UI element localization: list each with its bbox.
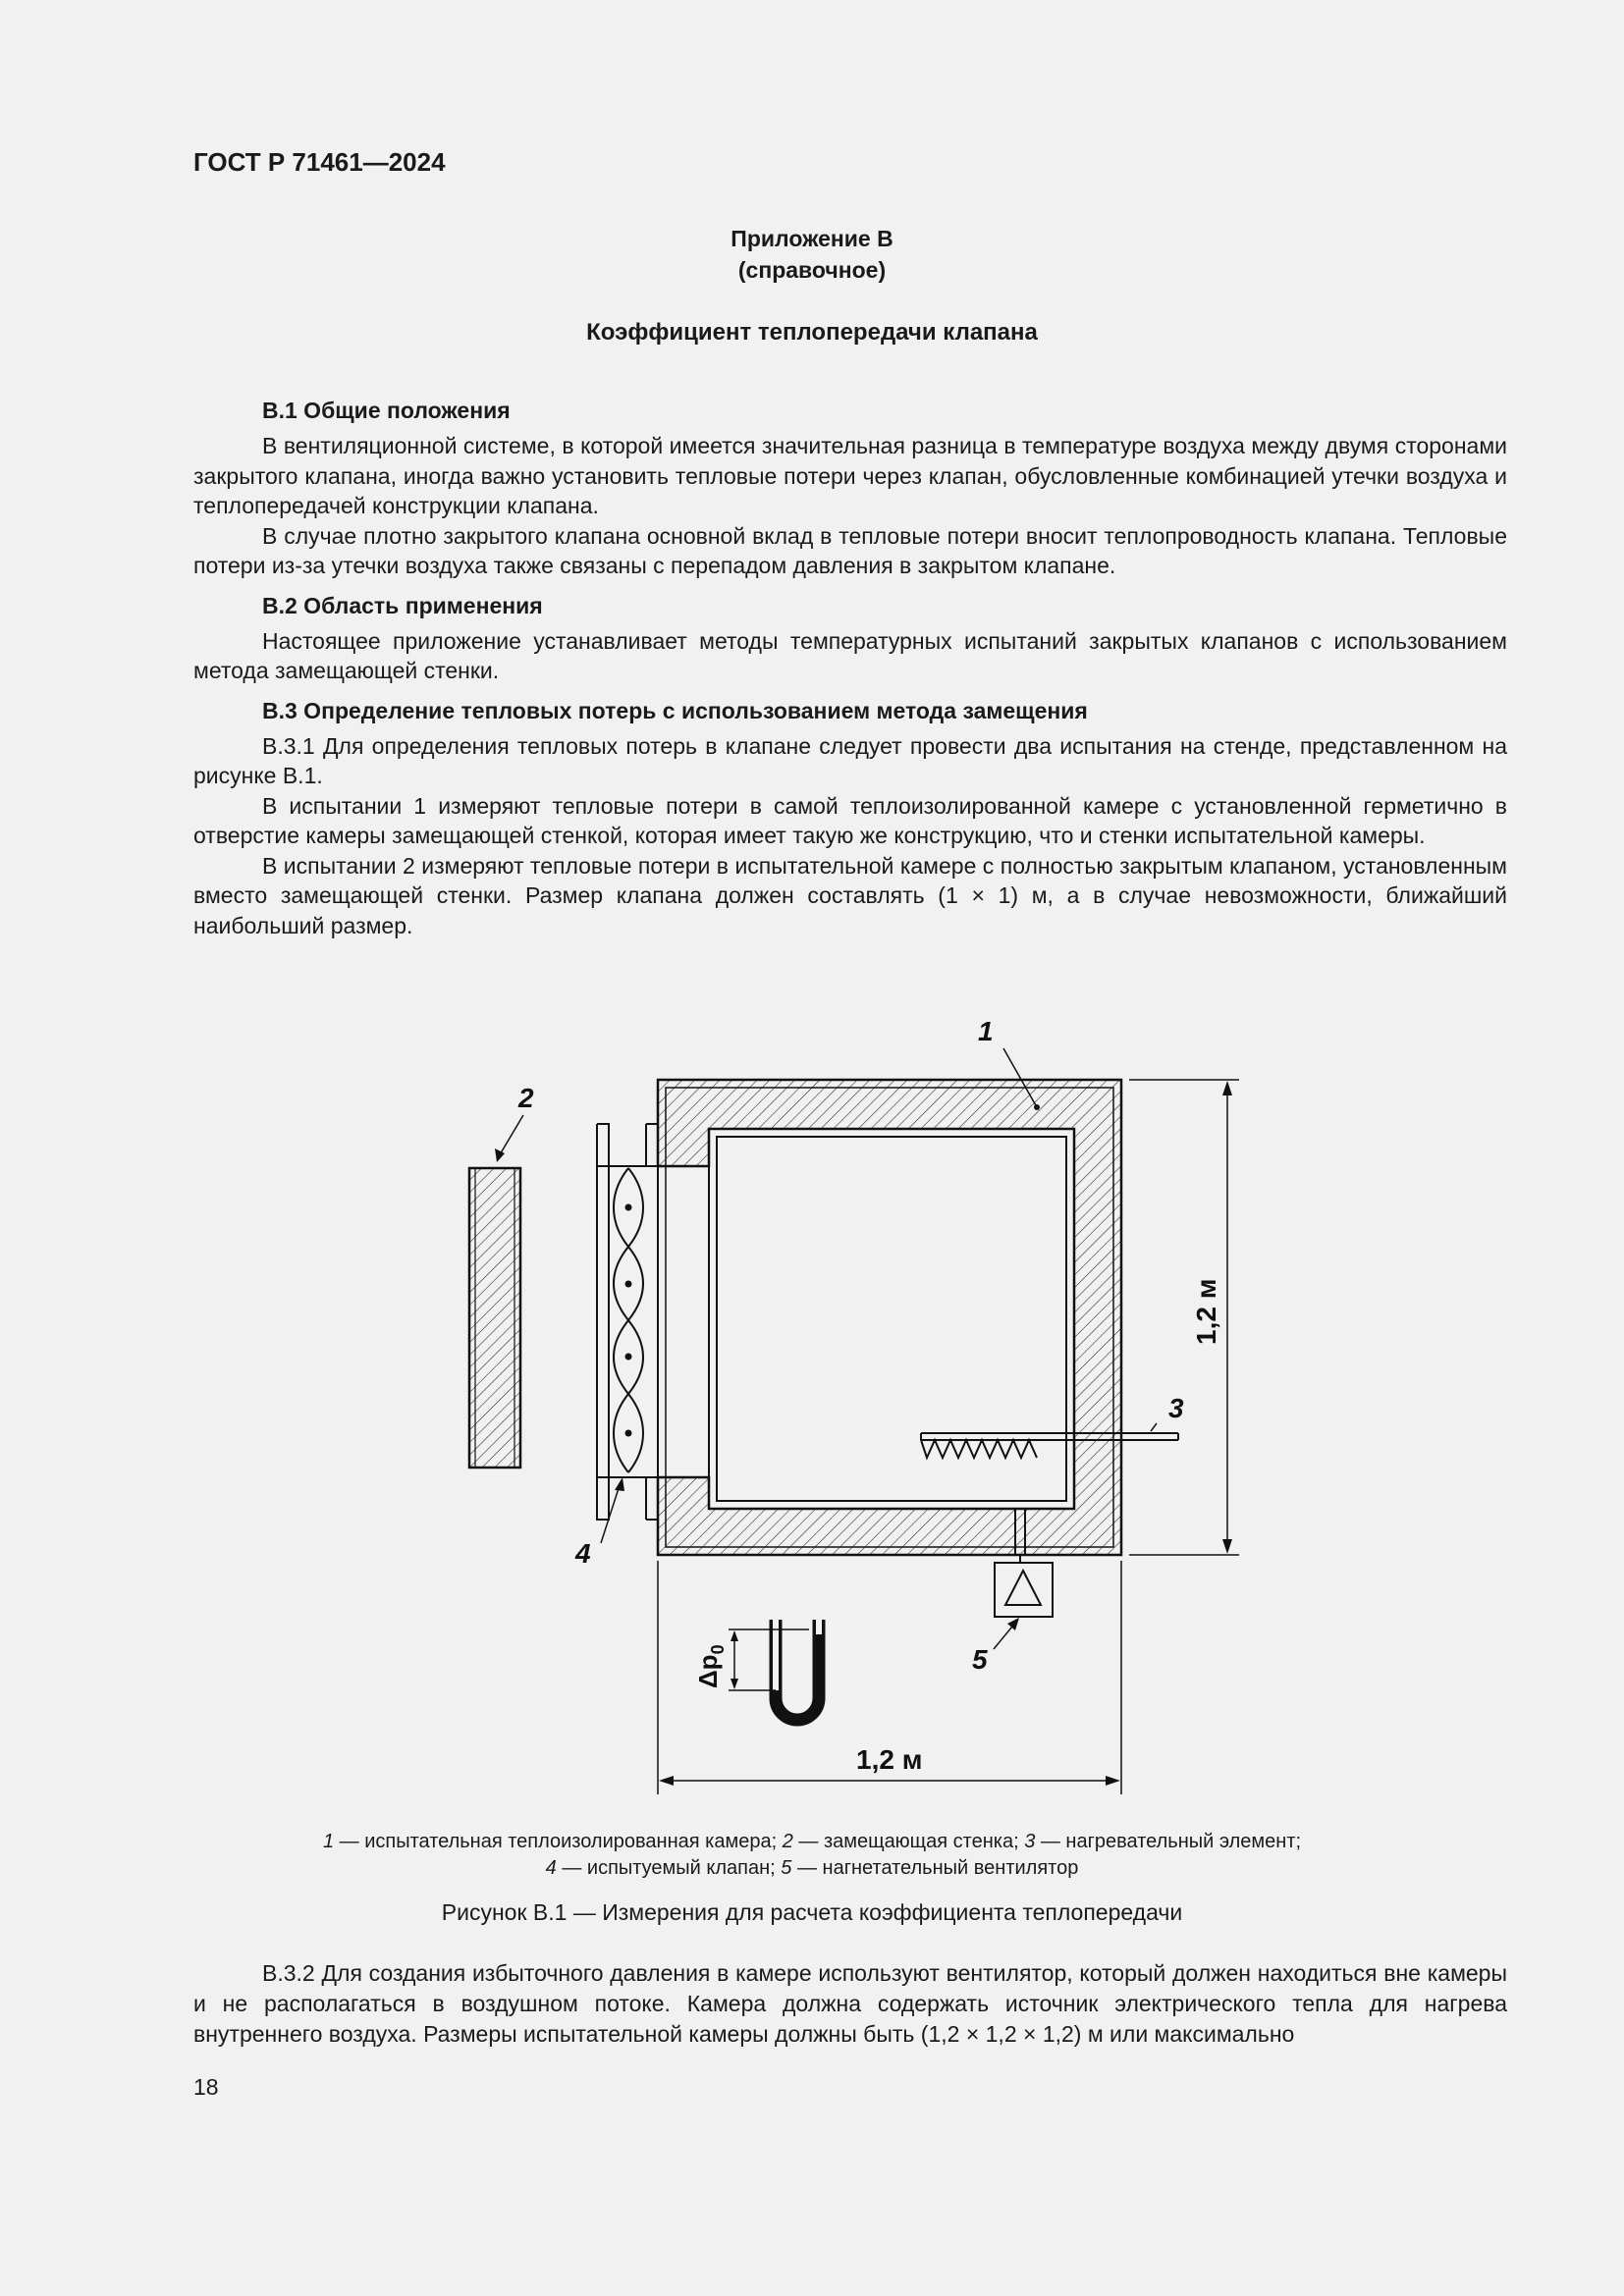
- callout-2: 2: [518, 1083, 534, 1113]
- section-heading-b2: В.2 Область применения: [262, 592, 543, 618]
- u-tube-manometer: [729, 1620, 819, 1720]
- paragraph: В испытании 1 измеряют тепловые потери в самой теплоизолированной камере с установленной герметично в отверстие камеры замещающей стенкой, которая имеет такую же конструкцию, что и стенки испытательной камеры.: [193, 792, 1507, 848]
- appendix-label: Приложение В: [731, 226, 893, 251]
- callout-5: 5: [972, 1644, 988, 1675]
- pressure-label: $\Delta p_0$: [693, 1644, 728, 1688]
- callout-1: 1: [978, 1016, 994, 1046]
- paragraph: В случае плотно закрытого клапана основной вклад в тепловые потери вносит теплопроводность клапана. Тепловые потери из-за утечки воздуха также связаны с перепадом давления в закрытом клапане.: [193, 522, 1507, 578]
- body-text-continued: [193, 1958, 1507, 2050]
- body-text: [193, 396, 1507, 940]
- replacement-wall: [469, 1168, 520, 1468]
- paragraph: В вентиляционной системе, в которой имеется значительная разница в температуре воздуха между двумя сторонами закрытого клапана, иногда важно установить тепловые потери через клапан, обусловленные комбинацией утечки воздуха и теплопередачей конструкции клапана.: [193, 433, 1507, 518]
- appendix-title: Коэффициент теплопередачи клапана: [586, 319, 1038, 346]
- height-dimension-label: 1,2 м: [1191, 1278, 1221, 1345]
- callout-3: 3: [1168, 1393, 1184, 1423]
- tested-damper: [597, 1124, 658, 1520]
- paragraph: Настоящее приложение устанавливает методы температурных испытаний закрытых клапанов с использованием метода замещающей стенки.: [193, 627, 1507, 683]
- width-dimension-label: 1,2 м: [856, 1744, 923, 1775]
- section-heading-b3: В.3 Определение тепловых потерь с использованием метода замещения: [262, 697, 1088, 723]
- paragraph: В.3.1 Для определения тепловых потерь в клапане следует провести два испытания на стенде, представленном на рисунке В.1.: [193, 732, 1507, 788]
- chamber-inner-cavity: [717, 1137, 1066, 1501]
- standard-code: ГОСТ Р 71461—2024: [193, 147, 446, 177]
- figure-legend: [0, 1829, 1624, 1882]
- legend-line-2: 4 — испытуемый клапан; 5 — нагнетательный вентилятор: [545, 1857, 1079, 1879]
- paragraph: В.3.2 Для создания избыточного давления в камере используют вентилятор, который должен находиться вне камеры и не располагаться в воздушном потоке. Камера должна содержать источник электрического тепла для нагрева внутреннего воздуха. Размеры испытательной камеры должны быть (1,2 × 1,2 × 1,2) м или максимально: [193, 1960, 1507, 2047]
- appendix-type: (справочное): [737, 257, 887, 283]
- legend-line-1: 1 — испытательная теплоизолированная камера; 2 — замещающая стенка; 3 — нагревательный элемент;: [322, 1831, 1302, 1852]
- figure-caption: Рисунок В.1 — Измерения для расчета коэффициента теплопередачи: [441, 1899, 1183, 1925]
- paragraph: В испытании 2 измеряют тепловые потери в испытательной камере с полностью закрытым клапаном, установленным вместо замещающей стенки. Размер клапана должен составлять (1 × 1) м, а в случае невозможности, ближайший наибольший размер.: [193, 852, 1507, 938]
- height-dimension: [1129, 1080, 1239, 1555]
- callout-4: 4: [575, 1538, 591, 1569]
- figure-b1-diagram: [0, 1001, 1624, 1816]
- section-heading-b1: В.1 Общие положения: [262, 398, 511, 423]
- page-number: 18: [193, 2074, 219, 2100]
